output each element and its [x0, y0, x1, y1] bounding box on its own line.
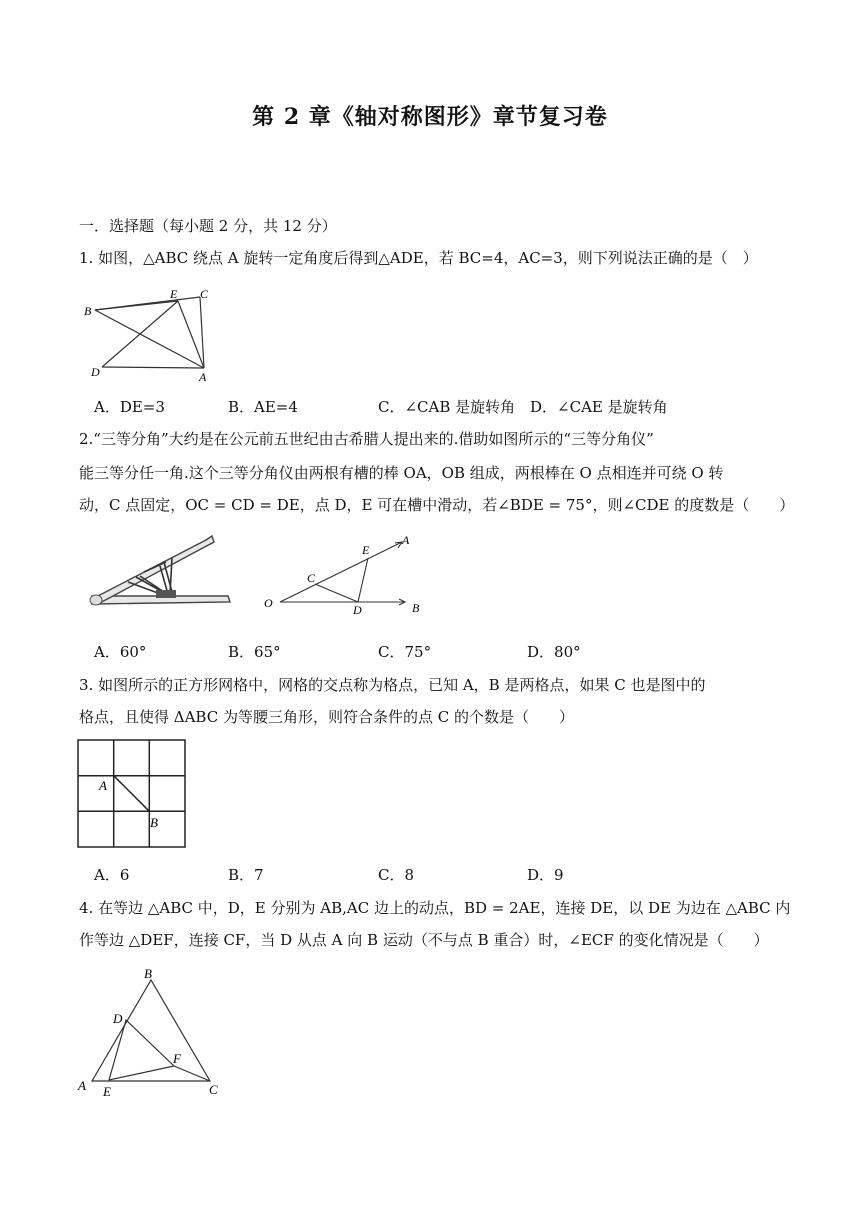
q2-ray-OA — [280, 542, 402, 602]
q2-label-b: B — [412, 601, 420, 614]
q3-stem-line-1: 3. 如图所示的正方形网格中，网格的交点称为格点，已知 A，B 是两格点，如果 C 也是图中的 — [79, 676, 706, 694]
q2-label-e: E — [362, 543, 370, 557]
q1-option-c: C．∠CAB 是旋转角 — [378, 398, 516, 416]
q1-label-c: C — [200, 287, 209, 301]
section-header: 一．选择题（每小题 2 分，共 12 分） — [79, 217, 337, 235]
q4-label-e: E — [103, 1084, 111, 1099]
q3-stem-line-2: 格点，且使得 ΔABC 为等腰三角形，则符合条件的点 C 的个数是（ ） — [79, 708, 574, 726]
q4-figure — [76, 964, 226, 1100]
q2-label-c: C — [307, 571, 316, 585]
q1-option-a: A．DE=3 — [94, 398, 165, 416]
q4-seg-cf — [174, 1066, 210, 1081]
q2-figure — [260, 534, 430, 614]
q4-triangle-abc — [92, 980, 210, 1081]
q4-stem-line-1: 4. 在等边 △ABC 中，D，E 分别为 AB,AC 边上的动点，BD = 2AE，连接 DE，以 DE 为边在 △ABC 内 — [79, 899, 791, 917]
q3-option-c: C．8 — [378, 866, 415, 884]
q2-option-d: D．80° — [527, 643, 581, 661]
q2-stem-line-1: 2.“三等分角”大约是在公元前五世纪由古希腊人提出来的.借助如图所示的“三等分角仪” — [79, 430, 654, 448]
q1-label-d: D — [91, 365, 100, 379]
q4-label-a: A — [78, 1078, 86, 1093]
q3-label-b: B — [150, 815, 158, 830]
q3-option-b: B．7 — [228, 866, 264, 884]
q4-label-b: B — [144, 966, 152, 981]
q3-segment-ab — [114, 776, 150, 812]
q3-grid-figure — [76, 738, 188, 850]
q1-seg-DA — [102, 367, 204, 368]
q1-option-d: D．∠CAE 是旋转角 — [530, 398, 668, 416]
q3-option-d: D．9 — [527, 866, 564, 884]
q2-seg-CD — [315, 584, 358, 602]
q2-trisector-photo — [88, 532, 236, 612]
q2-option-c: C．75° — [378, 643, 432, 661]
q1-figure — [80, 285, 220, 385]
q4-stem-line-2: 作等边 △DEF，连接 CF，当 D 从点 A 向 B 运动（不与点 B 重合）时，∠ECF 的变化情况是（ ） — [79, 931, 769, 949]
q1-label-e: E — [170, 287, 178, 301]
q1-label-b: B — [84, 304, 92, 318]
q2-option-b: B．65° — [228, 643, 281, 661]
document-title: 第 2 章《轴对称图形》章节复习卷 — [252, 104, 608, 130]
q2-seg-DE — [358, 558, 368, 602]
q2-label-o: O — [264, 596, 273, 610]
q1-seg-ED — [102, 301, 178, 367]
q2-stem-line-2: 能三等分任一角.这个三等分角仪由两根有槽的棒 OA，OB 组成，两根棒在 O 点相连并可绕 O 转 — [79, 464, 724, 482]
q1-seg-EA — [178, 301, 204, 368]
q2-stem-line-3: 动，C 点固定，OC = CD = DE，点 D，E 可在槽中滑动，若∠BDE = 75°，则∠CDE 的度数是（ ） — [79, 496, 795, 514]
q2-option-a: A．60° — [94, 643, 147, 661]
q1-stem-line-1: 1. 如图，△ABC 绕点 A 旋转一定角度后得到△ADE，若 BC=4，AC=3，则下列说法正确的是（ ） — [79, 249, 758, 267]
q4-label-f: F — [173, 1051, 181, 1066]
q2-label-d: D — [353, 603, 362, 614]
q1-option-b: B．AE=4 — [228, 398, 298, 416]
q3-label-a: A — [99, 778, 107, 793]
q1-seg-CA — [200, 297, 204, 368]
q4-label-c: C — [209, 1082, 218, 1097]
q4-triangle-def — [109, 1020, 174, 1080]
q3-option-a: A．6 — [94, 866, 130, 884]
q1-label-a: A — [199, 370, 207, 384]
q4-label-d: D — [113, 1011, 123, 1026]
q2-label-a: A — [402, 534, 410, 547]
